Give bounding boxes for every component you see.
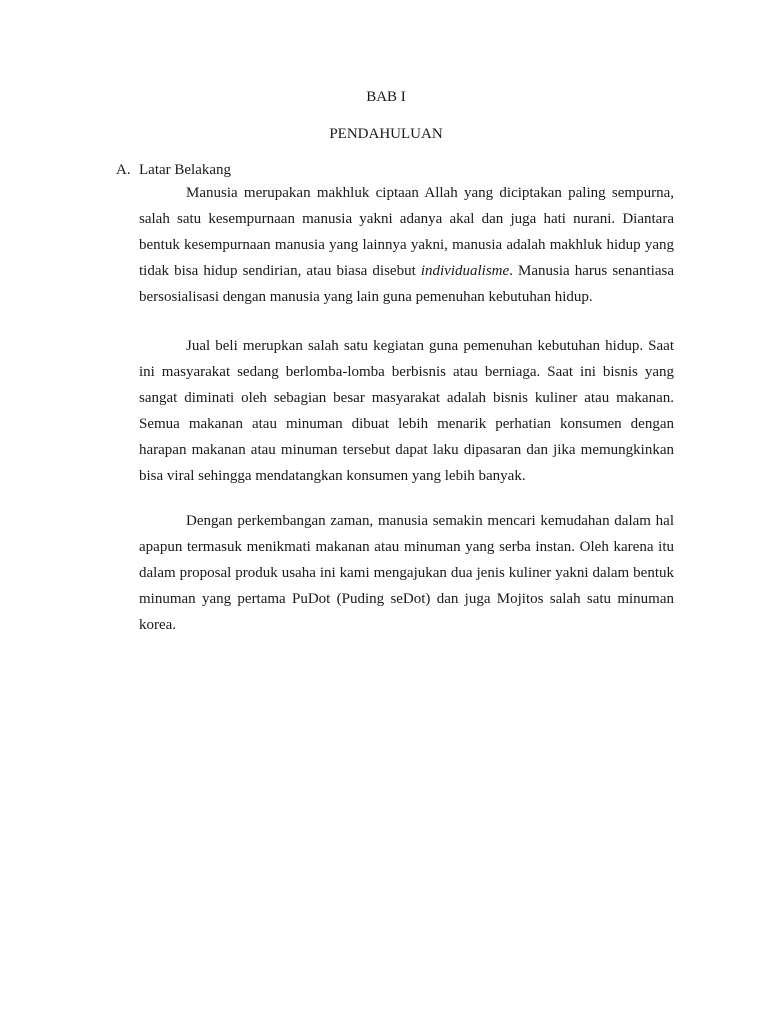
section-title: Latar Belakang: [139, 162, 232, 178]
chapter-title: PENDAHULUAN: [329, 126, 443, 142]
paragraph-1: [139, 180, 674, 310]
paragraph-3: Dengan perkembangan zaman, manusia semakin mencari kemudahan dalam hal apapun termasuk menikmati makanan atau minuman yang serba instan. Oleh karena itu dalam proposal produk usaha ini kami mengajukan dua jenis kuliner yakni dalam bentuk minuman yang pertama PuDot (Puding seDot) dan juga Mojitos salah satu minuman korea.: [139, 513, 674, 633]
chapter-number: BAB I: [366, 89, 406, 105]
paragraph-1-text-start: Manusia merupakan makhluk ciptaan Allah yang diciptakan paling sempurna, salah satu kesempurnaan manusia yakni adanya akal dan juga hati nurani. Diantara bentuk kesempurnaan manusia yang lainnya yakni, manusia adalah makhluk hidup yang tidak bisa hidup sendirian, atau biasa disebut: [139, 185, 674, 279]
section-letter: A.: [116, 162, 131, 178]
paragraph-2: Jual beli merupkan salah satu kegiatan guna pemenuhan kebutuhan hidup. Saat ini masyarakat sedang berlomba-lomba berbisnis atau berniaga. Saat ini bisnis yang sangat diminati oleh sebagian besar masyarakat adalah bisnis kuliner atau makanan. Semua makanan atau minuman dibuat lebih menarik perhatian konsumen dengan harapan makanan atau minuman tersebut dapat laku dipasaran dan jika memungkinkan bisa viral sehingga mendatangkan konsumen yang lebih banyak.: [139, 338, 674, 484]
paragraph-1-text-end: . Manusia harus senantiasa bersosialisasi dengan manusia yang lain guna pemenuhan kebutuhan hidup.: [139, 263, 674, 305]
paragraph-1-italic-term: individualisme: [420, 263, 510, 279]
section-heading: [116, 161, 231, 179]
